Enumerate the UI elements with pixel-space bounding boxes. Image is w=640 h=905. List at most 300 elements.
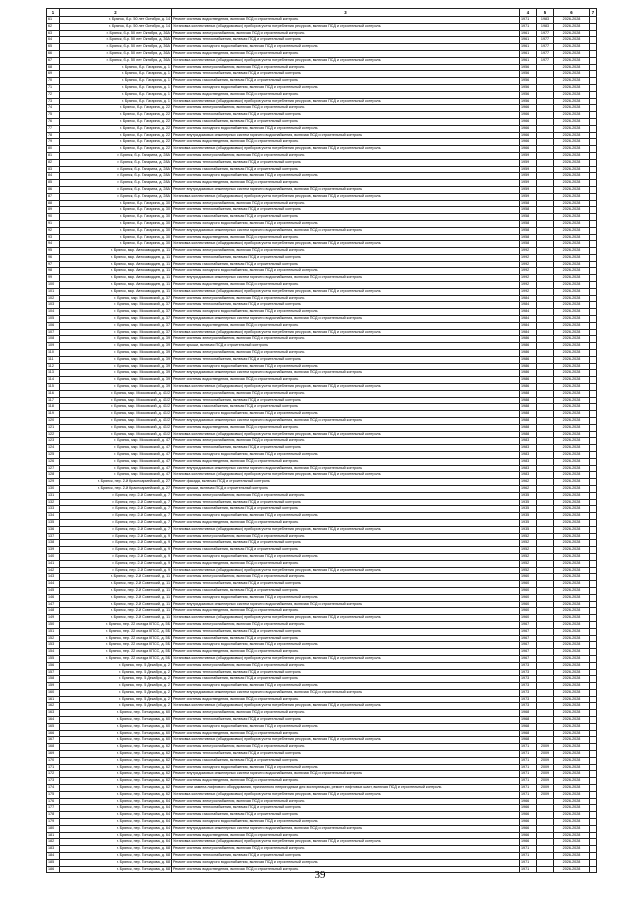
- address-cell: г. Брянск, б-р. Гагарина, д. 22: [60, 105, 172, 112]
- note-cell: [590, 57, 597, 64]
- table-row: [47, 819, 597, 826]
- row-number: 186: [47, 866, 60, 873]
- build-year-cell: 1988: [520, 397, 537, 404]
- build-year-cell: 1959: [520, 166, 537, 173]
- planned-period-cell: 2026-2028: [554, 295, 590, 302]
- major-repair-year-cell: [537, 64, 554, 71]
- address-cell: г. Брянск, мкр. Московский, д. 41/2: [60, 424, 172, 431]
- planned-period-cell: 2026-2028: [554, 710, 590, 717]
- note-cell: [590, 819, 597, 826]
- table-row: [47, 465, 597, 472]
- work-type-cell: Ремонт системы холодного водоснабжения, включая ПСД и строительный контроль: [172, 411, 520, 418]
- planned-period-cell: 2026-2028: [554, 23, 590, 30]
- note-cell: [590, 519, 597, 526]
- table-row: [47, 282, 597, 289]
- row-number: 156: [47, 662, 60, 669]
- planned-period-cell: 2026-2028: [554, 173, 590, 180]
- row-number: 137: [47, 533, 60, 540]
- note-cell: [590, 180, 597, 187]
- major-repair-year-cell: [537, 479, 554, 486]
- planned-period-cell: 2026-2028: [554, 533, 590, 540]
- work-type-cell: Установка коллективных (общедомовых) приборов учета потребления ресурсов, включая ПСД и строительный контроль: [172, 472, 520, 479]
- note-cell: [590, 655, 597, 662]
- table-row: [47, 431, 597, 438]
- work-type-cell: Ремонт системы электроснабжения, включая ПСД и строительный контроль: [172, 295, 520, 302]
- table-row: [47, 424, 597, 431]
- note-cell: [590, 220, 597, 227]
- note-cell: [590, 601, 597, 608]
- major-repair-year-cell: [537, 316, 554, 323]
- address-cell: г. Брянск, пер. 2-й Советский, д. 9: [60, 547, 172, 554]
- major-repair-year-cell: [537, 200, 554, 207]
- address-cell: г. Брянск, пер. 2-й Советский, д. 7: [60, 513, 172, 520]
- address-cell: г. Брянск, пер. Гончарова, д. 60: [60, 710, 172, 717]
- address-cell: г. Брянск, мкр. Московский, д. 41/2: [60, 431, 172, 438]
- table-row: [47, 519, 597, 526]
- note-cell: [590, 662, 597, 669]
- planned-period-cell: 2026-2028: [554, 662, 590, 669]
- build-year-cell: 1960: [520, 587, 537, 594]
- note-cell: [590, 50, 597, 57]
- build-year-cell: 1958: [520, 241, 537, 248]
- major-repair-year-cell: 2009: [537, 785, 554, 792]
- table-row: [47, 309, 597, 316]
- major-repair-year-cell: [537, 377, 554, 384]
- row-number: 66: [47, 50, 60, 57]
- row-number: 138: [47, 540, 60, 547]
- header-cell: 3: [172, 9, 520, 17]
- planned-period-cell: 2026-2028: [554, 438, 590, 445]
- row-number: 121: [47, 424, 60, 431]
- note-cell: [590, 778, 597, 785]
- note-cell: [590, 587, 597, 594]
- planned-period-cell: 2026-2028: [554, 839, 590, 846]
- address-cell: г. Брянск, пер. 2-й Советский, д. 11: [60, 594, 172, 601]
- work-type-cell: Установка коллективных (общедомовых) приборов учета потребления ресурсов, включая ПСД и строительный контроль: [172, 23, 520, 30]
- address-cell: г. Брянск, б-р. Гагарина, д. 22: [60, 132, 172, 139]
- address-cell: г. Брянск, пер. Гончарова, д. 64: [60, 839, 172, 846]
- table-row: [47, 37, 597, 44]
- table-row: [47, 159, 597, 166]
- row-number: 68: [47, 64, 60, 71]
- address-cell: г. Брянск, мкр. Автозаводцев, д. 11: [60, 261, 172, 268]
- build-year-cell: 1971: [520, 764, 537, 771]
- note-cell: [590, 805, 597, 812]
- planned-period-cell: 2026-2028: [554, 302, 590, 309]
- build-year-cell: 1966: [520, 132, 537, 139]
- row-number: 106: [47, 322, 60, 329]
- row-number: 112: [47, 363, 60, 370]
- note-cell: [590, 649, 597, 656]
- address-cell: г. Брянск, б-р. Гагарина, д. 28А: [60, 166, 172, 173]
- note-cell: [590, 173, 597, 180]
- note-cell: [590, 832, 597, 839]
- address-cell: г. Брянск, пер. Гончарова, д. 64: [60, 812, 172, 819]
- major-repair-year-cell: [537, 628, 554, 635]
- table-row: [47, 608, 597, 615]
- row-number: 85: [47, 180, 60, 187]
- work-type-cell: Установка коллективных (общедомовых) приборов учета потребления ресурсов, включая ПСД и строительный контроль: [172, 98, 520, 105]
- major-repair-year-cell: [537, 567, 554, 574]
- table-row: [47, 268, 597, 275]
- planned-period-cell: 2026-2028: [554, 452, 590, 459]
- major-repair-year-cell: [537, 132, 554, 139]
- address-cell: г. Брянск, мкр. Московский, д. 41/2: [60, 418, 172, 425]
- table-row: [47, 370, 597, 377]
- planned-period-cell: 2026-2028: [554, 84, 590, 91]
- planned-period-cell: 2026-2028: [554, 764, 590, 771]
- table-body: [47, 9, 597, 873]
- planned-period-cell: 2026-2028: [554, 703, 590, 710]
- table-row: [47, 669, 597, 676]
- build-year-cell: 1986: [520, 363, 537, 370]
- major-repair-year-cell: [537, 248, 554, 255]
- planned-period-cell: 2026-2028: [554, 472, 590, 479]
- address-cell: г. Брянск, пер. 2-й Советский, д. 7: [60, 526, 172, 533]
- address-cell: г. Брянск, пер. Гончарова, д. 62: [60, 764, 172, 771]
- build-year-cell: 1973: [520, 689, 537, 696]
- table-row: [47, 825, 597, 832]
- address-cell: г. Брянск, б-р. 50 лет Октября, д. 14: [60, 17, 172, 24]
- table-row: [47, 581, 597, 588]
- address-cell: г. Брянск, б-р. Гагарина, д. 30: [60, 241, 172, 248]
- address-cell: г. Брянск, пер. 2-й Красноармейский, д. 27: [60, 485, 172, 492]
- work-type-cell: Ремонт системы водоотведения, включая ПСД и строительный контроль: [172, 730, 520, 737]
- row-number: 93: [47, 234, 60, 241]
- note-cell: [590, 574, 597, 581]
- note-cell: [590, 71, 597, 78]
- planned-period-cell: 2026-2028: [554, 853, 590, 860]
- work-type-cell: Ремонт системы теплоснабжения, включая ПСД и строительный контроль: [172, 717, 520, 724]
- major-repair-year-cell: [537, 574, 554, 581]
- row-number: 73: [47, 98, 60, 105]
- major-repair-year-cell: [537, 118, 554, 125]
- row-number: 176: [47, 798, 60, 805]
- row-number: 84: [47, 173, 60, 180]
- work-type-cell: Ремонт системы холодного водоснабжения, включая ПСД и строительный контроль: [172, 594, 520, 601]
- table-row: [47, 655, 597, 662]
- work-type-cell: Ремонт системы теплоснабжения, включая ПСД и строительный контроль: [172, 159, 520, 166]
- major-repair-year-cell: [537, 642, 554, 649]
- major-repair-year-cell: [537, 465, 554, 472]
- major-repair-year-cell: [537, 139, 554, 146]
- row-number: 180: [47, 825, 60, 832]
- work-type-cell: Ремонт системы водоотведения, включая ПСД и строительный контроль: [172, 377, 520, 384]
- note-cell: [590, 465, 597, 472]
- major-repair-year-cell: 2009: [537, 764, 554, 771]
- table-row: [47, 384, 597, 391]
- build-year-cell: 1966: [520, 825, 537, 832]
- work-type-cell: Ремонт системы водоотведения, включая ПСД и строительный контроль: [172, 608, 520, 615]
- row-number: 158: [47, 676, 60, 683]
- address-cell: г. Брянск, пер. 2-й Советский, д. 9: [60, 567, 172, 574]
- major-repair-year-cell: [537, 547, 554, 554]
- major-repair-year-cell: [537, 173, 554, 180]
- address-cell: г. Брянск, б-р. Гагарина, д. 28А: [60, 173, 172, 180]
- planned-period-cell: 2026-2028: [554, 411, 590, 418]
- row-number: 80: [47, 146, 60, 153]
- address-cell: г. Брянск, пер. 2-й Советский, д. 7: [60, 492, 172, 499]
- major-repair-year-cell: [537, 819, 554, 826]
- major-repair-year-cell: [537, 227, 554, 234]
- row-number: 113: [47, 370, 60, 377]
- major-repair-year-cell: [537, 710, 554, 717]
- major-repair-year-cell: 1977: [537, 50, 554, 57]
- build-year-cell: 1973: [520, 683, 537, 690]
- major-repair-year-cell: [537, 703, 554, 710]
- note-cell: [590, 567, 597, 574]
- major-repair-year-cell: [537, 737, 554, 744]
- major-repair-year-cell: [537, 152, 554, 159]
- major-repair-year-cell: [537, 322, 554, 329]
- table-row: [47, 791, 597, 798]
- work-type-cell: Ремонт системы холодного водоснабжения, включая ПСД и строительный контроль: [172, 513, 520, 520]
- build-year-cell: 1935: [520, 526, 537, 533]
- build-year-cell: 1962: [520, 479, 537, 486]
- work-type-cell: Ремонт системы водоотведения, включая ПСД и строительный контроль: [172, 778, 520, 785]
- build-year-cell: 1961: [520, 57, 537, 64]
- build-year-cell: 1935: [520, 519, 537, 526]
- work-type-cell: Ремонт системы газоснабжения, включая ПСД и строительный контроль: [172, 166, 520, 173]
- row-number: 88: [47, 200, 60, 207]
- address-cell: г. Брянск, пер. Гончарова, д. 62: [60, 791, 172, 798]
- build-year-cell: 1966: [520, 112, 537, 119]
- note-cell: [590, 499, 597, 506]
- build-year-cell: 1959: [520, 193, 537, 200]
- major-repair-year-cell: [537, 411, 554, 418]
- note-cell: [590, 594, 597, 601]
- note-cell: [590, 737, 597, 744]
- table-row: [47, 418, 597, 425]
- work-type-cell: Ремонт системы водоотведения, включая ПСД и строительный контроль: [172, 17, 520, 24]
- major-repair-year-cell: 1983: [537, 17, 554, 24]
- address-cell: г. Брянск, пер. 2-й Советский, д. 9: [60, 533, 172, 540]
- planned-period-cell: 2026-2028: [554, 152, 590, 159]
- build-year-cell: 1988: [520, 431, 537, 438]
- major-repair-year-cell: [537, 499, 554, 506]
- build-year-cell: 1956: [520, 71, 537, 78]
- header-cell: 7: [590, 9, 597, 17]
- major-repair-year-cell: 2009: [537, 744, 554, 751]
- planned-period-cell: 2026-2028: [554, 44, 590, 51]
- table-row: [47, 84, 597, 91]
- work-type-cell: Ремонт системы водоотведения, включая ПСД и строительный контроль: [172, 50, 520, 57]
- planned-period-cell: 2026-2028: [554, 288, 590, 295]
- note-cell: [590, 751, 597, 758]
- row-number: 75: [47, 112, 60, 119]
- build-year-cell: 1962: [520, 485, 537, 492]
- table-row: [47, 846, 597, 853]
- planned-period-cell: 2026-2028: [554, 560, 590, 567]
- planned-period-cell: 2026-2028: [554, 635, 590, 642]
- work-type-cell: Установка коллективных (общедомовых) приборов учета потребления ресурсов, включая ПСД и строительный контроль: [172, 791, 520, 798]
- address-cell: г. Брянск, мкр. Московский, д. 39: [60, 370, 172, 377]
- note-cell: [590, 472, 597, 479]
- note-cell: [590, 560, 597, 567]
- note-cell: [590, 533, 597, 540]
- table-row: [47, 336, 597, 343]
- address-cell: г. Брянск, мкр. Московский, д. 41/2: [60, 411, 172, 418]
- row-number: 118: [47, 404, 60, 411]
- planned-period-cell: 2026-2028: [554, 356, 590, 363]
- table-row: [47, 316, 597, 323]
- table-row: [47, 547, 597, 554]
- address-cell: г. Брянск, б-р. Гагарина, д. 1: [60, 64, 172, 71]
- table-row: [47, 343, 597, 350]
- build-year-cell: 1935: [520, 499, 537, 506]
- address-cell: г. Брянск, б-р. Гагарина, д. 30: [60, 200, 172, 207]
- work-type-cell: Ремонт системы водоотведения, включая ПСД и строительный контроль: [172, 234, 520, 241]
- row-number: 178: [47, 812, 60, 819]
- work-type-cell: Ремонт системы холодного водоснабжения, включая ПСД и строительный контроль: [172, 44, 520, 51]
- note-cell: [590, 377, 597, 384]
- major-repair-year-cell: [537, 669, 554, 676]
- note-cell: [590, 764, 597, 771]
- address-cell: г. Брянск, б-р. Гагарина, д. 30: [60, 220, 172, 227]
- planned-period-cell: 2026-2028: [554, 771, 590, 778]
- address-cell: г. Брянск, б-р. Гагарина, д. 28А: [60, 152, 172, 159]
- note-cell: [590, 540, 597, 547]
- table-row: [47, 132, 597, 139]
- address-cell: г. Брянск, пер. 2-й Советский, д. 11: [60, 615, 172, 622]
- note-cell: [590, 350, 597, 357]
- address-cell: г. Брянск, пер. 5 Декабря, д. 2: [60, 676, 172, 683]
- address-cell: г. Брянск, мкр. Автозаводцев, д. 11: [60, 254, 172, 261]
- planned-period-cell: 2026-2028: [554, 234, 590, 241]
- row-number: 63: [47, 30, 60, 37]
- table-row: [47, 30, 597, 37]
- row-number: 67: [47, 57, 60, 64]
- row-number: 82: [47, 159, 60, 166]
- planned-period-cell: 2026-2028: [554, 329, 590, 336]
- planned-period-cell: 2026-2028: [554, 275, 590, 282]
- work-type-cell: Ремонт системы электроснабжения, включая ПСД и строительный контроль: [172, 248, 520, 255]
- row-number: 90: [47, 214, 60, 221]
- planned-period-cell: 2026-2028: [554, 519, 590, 526]
- build-year-cell: 1992: [520, 282, 537, 289]
- row-number: 146: [47, 594, 60, 601]
- table-row: [47, 329, 597, 336]
- work-type-cell: Ремонт системы водоотведения, включая ПСД и строительный контроль: [172, 696, 520, 703]
- build-year-cell: 1971: [520, 846, 537, 853]
- address-cell: г. Брянск, мкр. Московский, д. 37: [60, 309, 172, 316]
- major-repair-year-cell: [537, 635, 554, 642]
- note-cell: [590, 853, 597, 860]
- row-number: 64: [47, 37, 60, 44]
- major-repair-year-cell: [537, 84, 554, 91]
- major-repair-year-cell: [537, 254, 554, 261]
- build-year-cell: 1992: [520, 288, 537, 295]
- note-cell: [590, 84, 597, 91]
- note-cell: [590, 23, 597, 30]
- note-cell: [590, 526, 597, 533]
- table-row: [47, 64, 597, 71]
- build-year-cell: 1971: [520, 757, 537, 764]
- table-row: [47, 98, 597, 105]
- address-cell: г. Брянск, мкр. Московский, д. 37: [60, 329, 172, 336]
- work-type-cell: Ремонт или замена лифтового оборудования, признанного непригодным для эксплуатации, ремонт лифтовых шахт, включая ПСД и строительный контроль: [172, 785, 520, 792]
- note-cell: [590, 275, 597, 282]
- build-year-cell: 1966: [520, 146, 537, 153]
- planned-period-cell: 2026-2028: [554, 717, 590, 724]
- table-row: [47, 234, 597, 241]
- planned-period-cell: 2026-2028: [554, 445, 590, 452]
- table-row: [47, 302, 597, 309]
- note-cell: [590, 445, 597, 452]
- table-row: [47, 275, 597, 282]
- table-row: [47, 832, 597, 839]
- row-number: 108: [47, 336, 60, 343]
- row-number: 165: [47, 723, 60, 730]
- row-number: 117: [47, 397, 60, 404]
- header-cell: 6: [554, 9, 590, 17]
- planned-period-cell: 2026-2028: [554, 98, 590, 105]
- note-cell: [590, 234, 597, 241]
- planned-period-cell: 2026-2028: [554, 608, 590, 615]
- table-row: [47, 540, 597, 547]
- planned-period-cell: 2026-2028: [554, 207, 590, 214]
- build-year-cell: 1958: [520, 227, 537, 234]
- address-cell: г. Брянск, пер. 5 Декабря, д. 2: [60, 696, 172, 703]
- planned-period-cell: 2026-2028: [554, 363, 590, 370]
- work-type-cell: Ремонт системы холодного водоснабжения, включая ПСД и строительный контроль: [172, 309, 520, 316]
- build-year-cell: 1971: [520, 785, 537, 792]
- planned-period-cell: 2026-2028: [554, 499, 590, 506]
- table-row: [47, 506, 597, 513]
- planned-period-cell: 2026-2028: [554, 37, 590, 44]
- work-type-cell: Ремонт системы газоснабжения, включая ПСД и строительный контроль: [172, 757, 520, 764]
- planned-period-cell: 2026-2028: [554, 241, 590, 248]
- table-row: [47, 57, 597, 64]
- build-year-cell: 1992: [520, 248, 537, 255]
- table-row: [47, 78, 597, 85]
- address-cell: г. Брянск, пер. Гончарова, д. 62: [60, 778, 172, 785]
- table-row: [47, 689, 597, 696]
- row-number: 92: [47, 227, 60, 234]
- note-cell: [590, 44, 597, 51]
- build-year-cell: 1973: [520, 662, 537, 669]
- major-repair-year-cell: 1977: [537, 30, 554, 37]
- table-row: [47, 173, 597, 180]
- work-type-cell: Ремонт системы электроснабжения, включая ПСД и строительный контроль: [172, 621, 520, 628]
- work-type-cell: Ремонт системы холодного водоснабжения, включая ПСД и строительный контроль: [172, 859, 520, 866]
- build-year-cell: 1968: [520, 710, 537, 717]
- planned-period-cell: 2026-2028: [554, 404, 590, 411]
- major-repair-year-cell: [537, 649, 554, 656]
- planned-period-cell: 2026-2028: [554, 621, 590, 628]
- note-cell: [590, 791, 597, 798]
- note-cell: [590, 139, 597, 146]
- major-repair-year-cell: [537, 275, 554, 282]
- address-cell: г. Брянск, мкр. Автозаводцев, д. 11: [60, 248, 172, 255]
- address-cell: г. Брянск, мкр. Московский, д. 39: [60, 363, 172, 370]
- row-number: 125: [47, 452, 60, 459]
- address-cell: г. Брянск, мкр. Автозаводцев, д. 11: [60, 288, 172, 295]
- address-cell: г. Брянск, мкр. Автозаводцев, д. 11: [60, 275, 172, 282]
- major-repair-year-cell: [537, 540, 554, 547]
- major-repair-year-cell: [537, 587, 554, 594]
- row-number: 140: [47, 553, 60, 560]
- work-type-cell: Ремонт системы холодного водоснабжения, включая ПСД и строительный контроль: [172, 723, 520, 730]
- note-cell: [590, 553, 597, 560]
- note-cell: [590, 98, 597, 105]
- table-row: [47, 526, 597, 533]
- table-row: [47, 621, 597, 628]
- table-row: [47, 567, 597, 574]
- planned-period-cell: 2026-2028: [554, 309, 590, 316]
- work-type-cell: Ремонт системы теплоснабжения, включая ПСД и строительный контроль: [172, 207, 520, 214]
- address-cell: г. Брянск, б-р. Гагарина, д. 28А: [60, 180, 172, 187]
